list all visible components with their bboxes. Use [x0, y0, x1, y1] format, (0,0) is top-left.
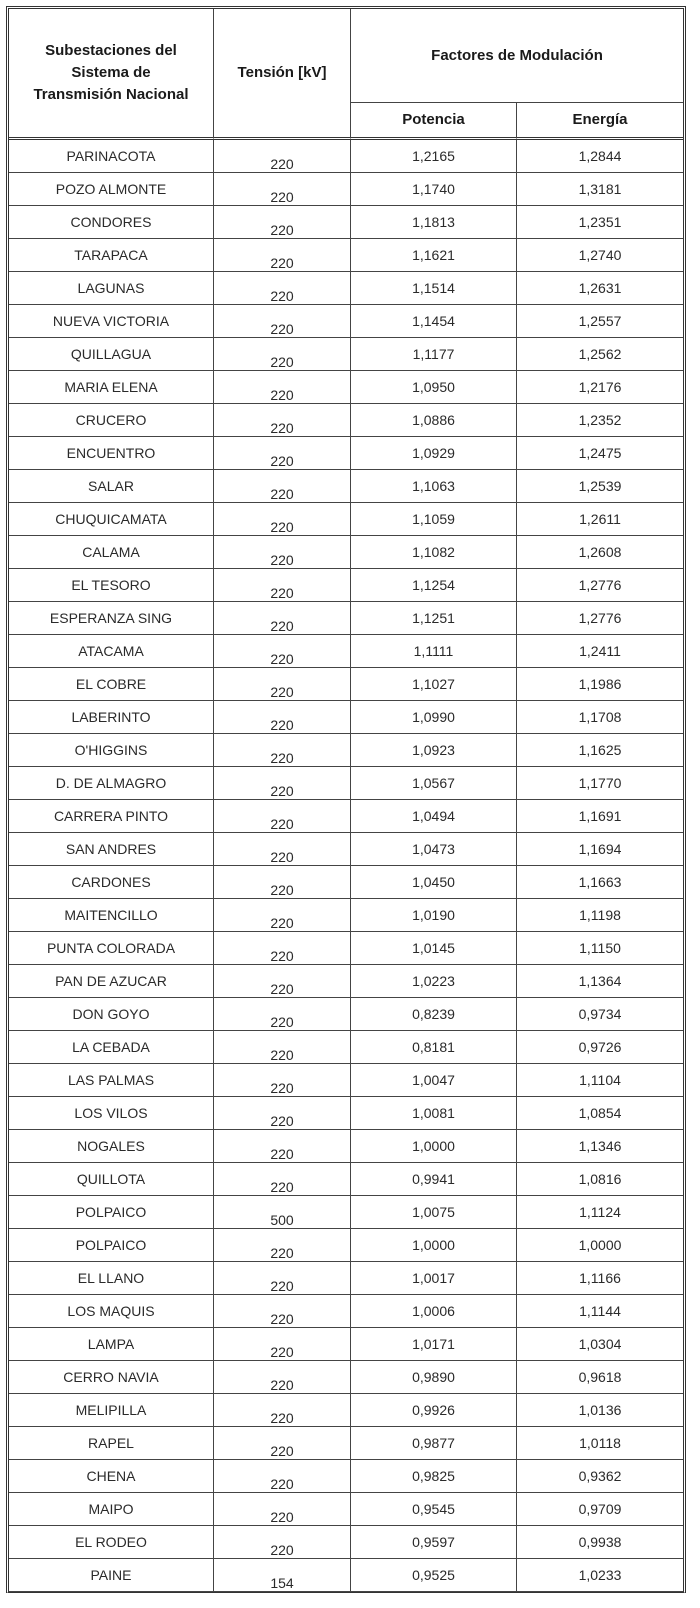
- energy-factor-cell: 1,2411: [517, 635, 683, 668]
- power-factor-cell: 1,0990: [351, 701, 517, 734]
- table-row: [9, 833, 683, 866]
- table-row: [9, 272, 683, 305]
- table-row: [9, 404, 683, 437]
- energy-factor-cell: 0,9726: [517, 1031, 683, 1064]
- factors-group-header: Factores de Modulación: [351, 9, 683, 103]
- power-factor-cell: 1,1454: [351, 305, 517, 338]
- energy-factor-cell: 1,0118: [517, 1427, 683, 1460]
- power-factor-cell: 0,8239: [351, 998, 517, 1031]
- energy-factor-cell: 1,1364: [517, 965, 683, 998]
- energy-factor-cell: 1,2631: [517, 272, 683, 305]
- station-cell: POZO ALMONTE: [9, 173, 214, 206]
- station-cell: CONDORES: [9, 206, 214, 239]
- power-factor-cell: 0,9877: [351, 1427, 517, 1460]
- power-factor-cell: 0,9941: [351, 1163, 517, 1196]
- station-cell: MAIPO: [9, 1493, 214, 1526]
- voltage-cell: 220: [214, 536, 351, 569]
- station-cell: LA CEBADA: [9, 1031, 214, 1064]
- voltage-cell: 220: [214, 173, 351, 206]
- station-cell: EL COBRE: [9, 668, 214, 701]
- station-cell: MELIPILLA: [9, 1394, 214, 1427]
- table-row: [9, 998, 683, 1031]
- power-factor-cell: 0,8181: [351, 1031, 517, 1064]
- table-row: [9, 635, 683, 668]
- station-cell: D. DE ALMAGRO: [9, 767, 214, 800]
- table-body: [9, 140, 683, 1592]
- power-factor-cell: 1,1740: [351, 173, 517, 206]
- energy-factor-cell: 1,2352: [517, 404, 683, 437]
- voltage-cell: 220: [214, 1130, 351, 1163]
- power-factor-cell: 0,9525: [351, 1559, 517, 1592]
- energy-factor-cell: 1,2740: [517, 239, 683, 272]
- voltage-cell: 220: [214, 767, 351, 800]
- station-cell: CALAMA: [9, 536, 214, 569]
- voltage-cell: 220: [214, 1163, 351, 1196]
- station-cell: POLPAICO: [9, 1196, 214, 1229]
- voltage-cell: 220: [214, 239, 351, 272]
- power-factor-cell: 0,9825: [351, 1460, 517, 1493]
- power-factor-cell: 1,0567: [351, 767, 517, 800]
- energy-factor-cell: 1,1104: [517, 1064, 683, 1097]
- power-factor-cell: 1,0000: [351, 1130, 517, 1163]
- voltage-cell: 220: [214, 1097, 351, 1130]
- station-cell: CRUCERO: [9, 404, 214, 437]
- energy-factor-cell: 1,1198: [517, 899, 683, 932]
- table-row: [9, 437, 683, 470]
- voltage-cell: 220: [214, 1328, 351, 1361]
- table-header: [9, 9, 683, 140]
- voltage-cell: 220: [214, 272, 351, 305]
- voltage-cell: 220: [214, 635, 351, 668]
- voltage-cell: 220: [214, 140, 351, 173]
- voltage-column-header: Tensión [kV]: [214, 9, 351, 140]
- power-factor-cell: 1,1059: [351, 503, 517, 536]
- voltage-cell: 220: [214, 866, 351, 899]
- power-factor-cell: 1,0923: [351, 734, 517, 767]
- power-factor-cell: 1,0075: [351, 1196, 517, 1229]
- station-cell: SAN ANDRES: [9, 833, 214, 866]
- energy-factor-cell: 1,1150: [517, 932, 683, 965]
- power-factor-cell: 1,1621: [351, 239, 517, 272]
- table-row: [9, 701, 683, 734]
- energy-factor-cell: 1,1625: [517, 734, 683, 767]
- table-row: [9, 1130, 683, 1163]
- voltage-cell: 220: [214, 1064, 351, 1097]
- station-cell: EL LLANO: [9, 1262, 214, 1295]
- voltage-cell: 220: [214, 800, 351, 833]
- voltage-cell: 220: [214, 668, 351, 701]
- energy-factor-cell: 1,2539: [517, 470, 683, 503]
- station-cell: QUILLOTA: [9, 1163, 214, 1196]
- voltage-cell: 220: [214, 404, 351, 437]
- power-factor-cell: 1,1514: [351, 272, 517, 305]
- energy-factor-cell: 0,9618: [517, 1361, 683, 1394]
- energy-factor-cell: 1,0233: [517, 1559, 683, 1592]
- station-column-header-label: Subestaciones del Sistema de Transmisión Nacional: [33, 42, 189, 103]
- station-cell: CERRO NAVIA: [9, 1361, 214, 1394]
- energy-factor-cell: 1,2608: [517, 536, 683, 569]
- power-factor-cell: 0,9890: [351, 1361, 517, 1394]
- voltage-cell: 220: [214, 338, 351, 371]
- table-row: [9, 1394, 683, 1427]
- table-row: [9, 470, 683, 503]
- energy-column-header: Energía: [517, 103, 683, 140]
- voltage-cell: 220: [214, 1493, 351, 1526]
- station-cell: CARRERA PINTO: [9, 800, 214, 833]
- energy-factor-cell: 1,2776: [517, 602, 683, 635]
- power-factor-cell: 1,0081: [351, 1097, 517, 1130]
- energy-factor-cell: 1,1144: [517, 1295, 683, 1328]
- table-row: [9, 899, 683, 932]
- station-cell: LAMPA: [9, 1328, 214, 1361]
- station-cell: LABERINTO: [9, 701, 214, 734]
- table-row: [9, 866, 683, 899]
- station-cell: MAITENCILLO: [9, 899, 214, 932]
- table-row: [9, 800, 683, 833]
- table-row: [9, 932, 683, 965]
- station-cell: LOS MAQUIS: [9, 1295, 214, 1328]
- station-cell: QUILLAGUA: [9, 338, 214, 371]
- energy-factor-cell: 1,0000: [517, 1229, 683, 1262]
- power-factor-cell: 1,0006: [351, 1295, 517, 1328]
- power-factor-cell: 1,0494: [351, 800, 517, 833]
- station-cell: CHENA: [9, 1460, 214, 1493]
- energy-factor-cell: 1,1986: [517, 668, 683, 701]
- power-factor-cell: 1,0950: [351, 371, 517, 404]
- voltage-cell: 220: [214, 206, 351, 239]
- voltage-cell: 220: [214, 1394, 351, 1427]
- energy-factor-cell: 1,2776: [517, 569, 683, 602]
- table-row: [9, 965, 683, 998]
- station-cell: EL RODEO: [9, 1526, 214, 1559]
- table-row: [9, 668, 683, 701]
- voltage-cell: 220: [214, 932, 351, 965]
- station-cell: ENCUENTRO: [9, 437, 214, 470]
- station-column-header: [9, 9, 214, 140]
- station-cell: TARAPACA: [9, 239, 214, 272]
- table-row: [9, 536, 683, 569]
- table-row: [9, 206, 683, 239]
- table-row: [9, 1295, 683, 1328]
- station-cell: PUNTA COLORADA: [9, 932, 214, 965]
- station-cell: RAPEL: [9, 1427, 214, 1460]
- energy-factor-cell: 0,9734: [517, 998, 683, 1031]
- voltage-cell: 220: [214, 1031, 351, 1064]
- table-row: [9, 503, 683, 536]
- station-cell: EL TESORO: [9, 569, 214, 602]
- energy-factor-cell: 1,1691: [517, 800, 683, 833]
- energy-factor-cell: 1,1166: [517, 1262, 683, 1295]
- table-row: [9, 602, 683, 635]
- voltage-cell: 220: [214, 998, 351, 1031]
- voltage-cell: 220: [214, 569, 351, 602]
- station-cell: DON GOYO: [9, 998, 214, 1031]
- table-row: [9, 1526, 683, 1559]
- table-row: [9, 371, 683, 404]
- energy-factor-cell: 1,1346: [517, 1130, 683, 1163]
- power-factor-cell: 1,1254: [351, 569, 517, 602]
- station-cell: ESPERANZA SING: [9, 602, 214, 635]
- power-factor-cell: 1,1082: [351, 536, 517, 569]
- power-factor-cell: 1,1063: [351, 470, 517, 503]
- energy-factor-cell: 1,2562: [517, 338, 683, 371]
- station-cell: ATACAMA: [9, 635, 214, 668]
- energy-factor-cell: 1,1770: [517, 767, 683, 800]
- power-factor-cell: 1,0017: [351, 1262, 517, 1295]
- table-row: [9, 1328, 683, 1361]
- voltage-cell: 220: [214, 965, 351, 998]
- power-factor-cell: 1,1111: [351, 635, 517, 668]
- voltage-cell: 220: [214, 1427, 351, 1460]
- table-row: [9, 1262, 683, 1295]
- station-cell: POLPAICO: [9, 1229, 214, 1262]
- power-factor-cell: 1,0450: [351, 866, 517, 899]
- station-cell: PAN DE AZUCAR: [9, 965, 214, 998]
- power-factor-cell: 1,0047: [351, 1064, 517, 1097]
- table-row: [9, 734, 683, 767]
- voltage-cell: 220: [214, 437, 351, 470]
- power-factor-cell: 1,1027: [351, 668, 517, 701]
- table-row: [9, 305, 683, 338]
- energy-factor-cell: 0,9938: [517, 1526, 683, 1559]
- power-factor-cell: 1,0886: [351, 404, 517, 437]
- energy-factor-cell: 1,2557: [517, 305, 683, 338]
- power-factor-cell: 1,1813: [351, 206, 517, 239]
- voltage-cell: 220: [214, 899, 351, 932]
- station-cell: LOS VILOS: [9, 1097, 214, 1130]
- energy-factor-cell: 0,9362: [517, 1460, 683, 1493]
- power-factor-cell: 1,0223: [351, 965, 517, 998]
- voltage-cell: 220: [214, 1361, 351, 1394]
- energy-factor-cell: 1,0816: [517, 1163, 683, 1196]
- table-row: [9, 569, 683, 602]
- station-cell: PARINACOTA: [9, 140, 214, 173]
- energy-factor-cell: 0,9709: [517, 1493, 683, 1526]
- station-cell: PAINE: [9, 1559, 214, 1592]
- modulation-factors-table-container: [6, 6, 686, 1593]
- power-factor-cell: 0,9545: [351, 1493, 517, 1526]
- voltage-cell: 154: [214, 1559, 351, 1592]
- voltage-cell: 220: [214, 833, 351, 866]
- station-cell: LAGUNAS: [9, 272, 214, 305]
- station-cell: LAS PALMAS: [9, 1064, 214, 1097]
- station-cell: NUEVA VICTORIA: [9, 305, 214, 338]
- table-row: [9, 140, 683, 173]
- voltage-cell: 220: [214, 470, 351, 503]
- voltage-cell: 500: [214, 1196, 351, 1229]
- voltage-cell: 220: [214, 1526, 351, 1559]
- voltage-cell: 220: [214, 305, 351, 338]
- table-row: [9, 1196, 683, 1229]
- power-factor-cell: 1,0473: [351, 833, 517, 866]
- energy-factor-cell: 1,1124: [517, 1196, 683, 1229]
- power-factor-cell: 1,0171: [351, 1328, 517, 1361]
- voltage-cell: 220: [214, 1229, 351, 1262]
- power-factor-cell: 1,0190: [351, 899, 517, 932]
- table-row: [9, 1229, 683, 1262]
- table-row: [9, 1460, 683, 1493]
- modulation-factors-table: [6, 6, 686, 1593]
- voltage-cell: 220: [214, 1460, 351, 1493]
- table-row: [9, 1064, 683, 1097]
- table-row: [9, 767, 683, 800]
- table-row: [9, 1559, 683, 1592]
- station-cell: CARDONES: [9, 866, 214, 899]
- station-cell: O'HIGGINS: [9, 734, 214, 767]
- voltage-cell: 220: [214, 503, 351, 536]
- voltage-cell: 220: [214, 1262, 351, 1295]
- energy-factor-cell: 1,1694: [517, 833, 683, 866]
- station-cell: MARIA ELENA: [9, 371, 214, 404]
- power-factor-cell: 0,9926: [351, 1394, 517, 1427]
- energy-factor-cell: 1,3181: [517, 173, 683, 206]
- power-factor-cell: 1,0145: [351, 932, 517, 965]
- table-row: [9, 1163, 683, 1196]
- energy-factor-cell: 1,2475: [517, 437, 683, 470]
- energy-factor-cell: 1,1663: [517, 866, 683, 899]
- energy-factor-cell: 1,2844: [517, 140, 683, 173]
- power-factor-cell: 1,0929: [351, 437, 517, 470]
- table-row: [9, 173, 683, 206]
- energy-factor-cell: 1,1708: [517, 701, 683, 734]
- energy-factor-cell: 1,0304: [517, 1328, 683, 1361]
- table-row: [9, 1361, 683, 1394]
- table-row: [9, 1427, 683, 1460]
- power-factor-cell: 1,1251: [351, 602, 517, 635]
- energy-factor-cell: 1,2351: [517, 206, 683, 239]
- voltage-cell: 220: [214, 734, 351, 767]
- energy-factor-cell: 1,2611: [517, 503, 683, 536]
- station-cell: SALAR: [9, 470, 214, 503]
- energy-factor-cell: 1,2176: [517, 371, 683, 404]
- table-row: [9, 338, 683, 371]
- power-factor-cell: 1,1177: [351, 338, 517, 371]
- power-factor-cell: 1,2165: [351, 140, 517, 173]
- table-row: [9, 1493, 683, 1526]
- energy-factor-cell: 1,0854: [517, 1097, 683, 1130]
- table-row: [9, 239, 683, 272]
- voltage-cell: 220: [214, 701, 351, 734]
- power-column-header: Potencia: [351, 103, 517, 140]
- table-row: [9, 1097, 683, 1130]
- energy-factor-cell: 1,0136: [517, 1394, 683, 1427]
- station-cell: CHUQUICAMATA: [9, 503, 214, 536]
- voltage-cell: 220: [214, 1295, 351, 1328]
- voltage-cell: 220: [214, 371, 351, 404]
- table-row: [9, 1031, 683, 1064]
- voltage-cell: 220: [214, 602, 351, 635]
- power-factor-cell: 0,9597: [351, 1526, 517, 1559]
- station-cell: NOGALES: [9, 1130, 214, 1163]
- power-factor-cell: 1,0000: [351, 1229, 517, 1262]
